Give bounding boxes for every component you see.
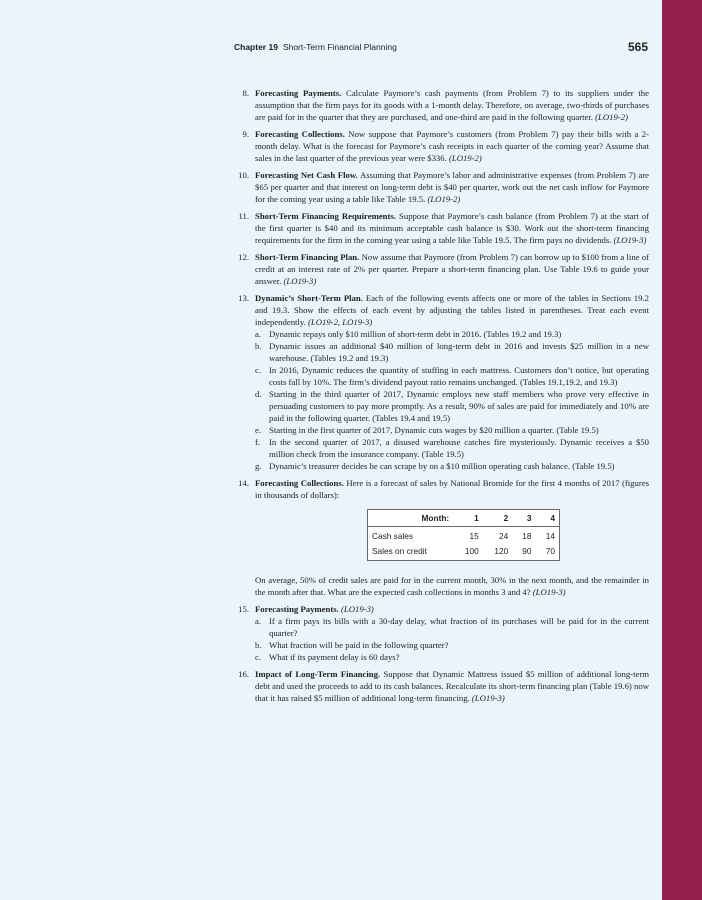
problem-text: Now suppose that Paymore’s customers (from Problem 7) pay their bills with a 2-month delay. What is the forecast for Paymore’s cash receipts in each quarter of the coming year? Assume that sales in the last quarter of the previous year were $336. [255,129,650,163]
problem-title: Forecasting Collections. [255,478,344,488]
table-header-cell: 1 [453,510,483,527]
chapter-title: Short-Term Financial Planning [282,42,397,52]
problem-number: 10. [238,170,249,180]
learning-objective: (LO19-3) [532,587,566,597]
problem-number: 11. [238,211,249,221]
learning-objective: (LO19-2) [595,112,628,122]
table-header-cell: 2 [483,510,513,527]
problem-number: 8. [242,88,249,98]
problem-title: Forecasting Payments. [255,88,342,98]
item-letter: b. [255,640,262,650]
problem-text: Suppose that Dynamic Mattress issued $5 million of additional long-term debt and used the proceeds to add to its cash balances. Recalculate its short-term financing plan (Table 19.6) now that it has raised $5 million of additional long-term financing. [255,669,649,703]
problem-text: Each of the following events affects one or more of the tables in Sections 19.2 and 19.3. Show the effects of each event by adjusting the tables listed in parentheses. Treat each event independently. [255,293,650,327]
problem-11 [233,210,649,246]
chapter-color-bar [662,0,702,900]
table-header-cell: Month: [368,510,454,527]
running-header [234,40,648,54]
row-label: Cash sales [372,531,414,541]
table-header-cell: 3 [512,510,535,527]
learning-objective: (LO19-2) [427,194,461,204]
item-text: Starting in the third quarter of 2017, Dynamic employs new staff members who prove very effective in persuading customers to pay more promptly. As a result, 90% of sales are paid for immediately and 10% are paid in the following quarter. (Tables 19.4 and 19.5) [269,389,649,423]
problem-9 [233,128,649,164]
sub-item-c [255,364,649,388]
item-letter: e. [255,425,262,435]
problem-number: 15. [238,604,249,614]
problem-text: On average, 50% of credit sales are paid for in the current month, 30% in the next month, and the remainder in the month after that. What are the expected cash collections in months 3 and 4? [255,575,649,597]
item-letter: c. [255,365,262,375]
item-letter: b. [255,341,262,351]
item-letter: a. [255,616,262,626]
problem-15 [233,603,649,663]
item-text: What if its payment delay is 60 days? [269,652,400,662]
sub-item-d [255,388,649,424]
table-cell: 120 [494,546,509,556]
learning-objective: (LO19-3) [340,604,374,614]
problem-14-continuation [255,574,649,598]
sub-item-g [255,460,649,472]
problem-text: Assuming that Paymore’s labor and administrative expenses (from Problem 7) are $65 per quarter and that interest on long-term debt is $40 per quarter, work out the net cash inflow for Paymore for the coming year using a table like Table 19.5. [255,170,649,204]
table-cell: 14 [545,531,555,541]
problem-10 [233,169,649,205]
problem-number: 16. [238,669,249,679]
table-cell: 100 [464,546,479,556]
problem-title: Short-Term Financing Requirements. [255,211,396,221]
item-text: In the second quarter of 2017, a disused warehouse catches fire mysteriously. Dynamic receives a $50 million check from the insurance company. (Table 19.5) [269,437,649,459]
table-header-cell: 4 [535,510,559,527]
learning-objective: (LO19-3) [283,276,317,286]
table-cell: 70 [545,546,555,556]
problem-title: Short-Term Financing Plan. [255,252,360,262]
table-header-row [368,510,560,527]
row-label: Sales on credit [372,546,427,556]
sales-forecast-table [367,509,560,561]
table-cell: 18 [522,531,532,541]
item-text: Dynamic repays only $10 million of short-term debt in 2016. (Tables 19.2 and 19.3) [269,329,562,339]
sub-item-f [255,436,649,460]
table-row [368,527,560,544]
table-cell: 24 [498,531,509,541]
problem-13 [233,292,649,472]
problem-list [233,87,649,709]
table-cell: 90 [522,546,532,556]
sub-item-e [255,424,649,436]
sub-item-b [255,639,649,651]
learning-objective: (LO19-2, LO19-3) [308,317,373,327]
chapter-label: Chapter 19 [234,42,278,52]
item-text: What fraction will be paid in the following quarter? [269,640,449,650]
problem-text: Here is a forecast of sales by National Bromide for the first 4 months of 2017 (figures in thousands of dollars): [255,478,649,500]
learning-objective: (LO19-3) [613,235,647,245]
item-text: In 2016, Dynamic reduces the quantity of stuffing in each mattress. Customers don’t notice, but operating costs fall by 10%. The firm’s dividend payout ratio remains unchanged. (Tables 19.1,19.2, and 19.3) [269,365,649,387]
problem-number: 13. [238,293,249,303]
table-cell: 15 [469,531,479,541]
problem-text: Now assume that Paymore (from Problem 7) can borrow up to $100 from a line of credit at an interest rate of 2% per quarter. Prepare a short-term financing plan. Use Table 19.6 to guide your answer. [255,252,650,286]
item-text: Dynamic’s treasurer decides he can scrape by on a $10 million operating cash balance. (Table 19.5) [269,461,615,471]
problem-title: Forecasting Collections. [255,129,345,139]
item-letter: c. [255,652,262,662]
sub-item-a [255,615,649,639]
problem-12 [233,251,649,287]
sub-item-c [255,651,649,663]
item-text: Starting in the first quarter of 2017, Dynamic cuts wages by $20 million a quarter. (Table 19.5) [269,425,599,435]
item-text: If a firm pays its bills with a 30-day delay, what fraction of its purchases will be paid for in the current quarter? [269,616,649,638]
problem-number: 9. [242,129,249,139]
problem-title: Impact of Long-Term Financing. [255,669,381,679]
problem-8 [233,87,649,123]
problem-14 [233,477,649,598]
learning-objective: (LO19-3) [471,693,505,703]
item-letter: g. [255,461,262,471]
learning-objective: (LO19-2) [448,153,482,163]
page-number: 565 [627,40,648,54]
item-letter: f. [255,437,261,447]
item-text: Dynamic issues an additional $40 million of long-term debt in 2016 and invests $25 million in a new warehouse. (Tables 19.2 and 19.3) [269,341,649,363]
problem-title: Forecasting Net Cash Flow. [255,170,358,180]
problem-text: Calculate Paymore’s cash payments (from Problem 7) to its suppliers under the assumption that the firm pays for its goods with a 1-month delay. Therefore, on average, two-thirds of purchases are paid for in the quarter that they are purchased, and one-third are paid in the following quarter. [255,88,650,122]
problem-title: Forecasting Payments. [255,604,339,614]
problem-number: 14. [238,478,249,488]
problem-16 [233,668,649,704]
item-letter: d. [255,389,262,399]
sub-item-a [255,328,649,340]
problem-text: Suppose that Paymore’s cash balance (from Problem 7) at the start of the first quarter is $40 and its minimum acceptable cash balance is $30. Work out the short-term financing requirements for the firm in the coming year using a table like Table 19.5. The firm pays no dividends. [255,211,650,245]
problem-title: Dynamic’s Short-Term Plan. [255,293,363,303]
sub-item-b [255,340,649,364]
item-letter: a. [255,329,262,339]
chapter-heading [234,42,397,52]
table-row [368,543,560,561]
problem-number: 12. [238,252,249,262]
